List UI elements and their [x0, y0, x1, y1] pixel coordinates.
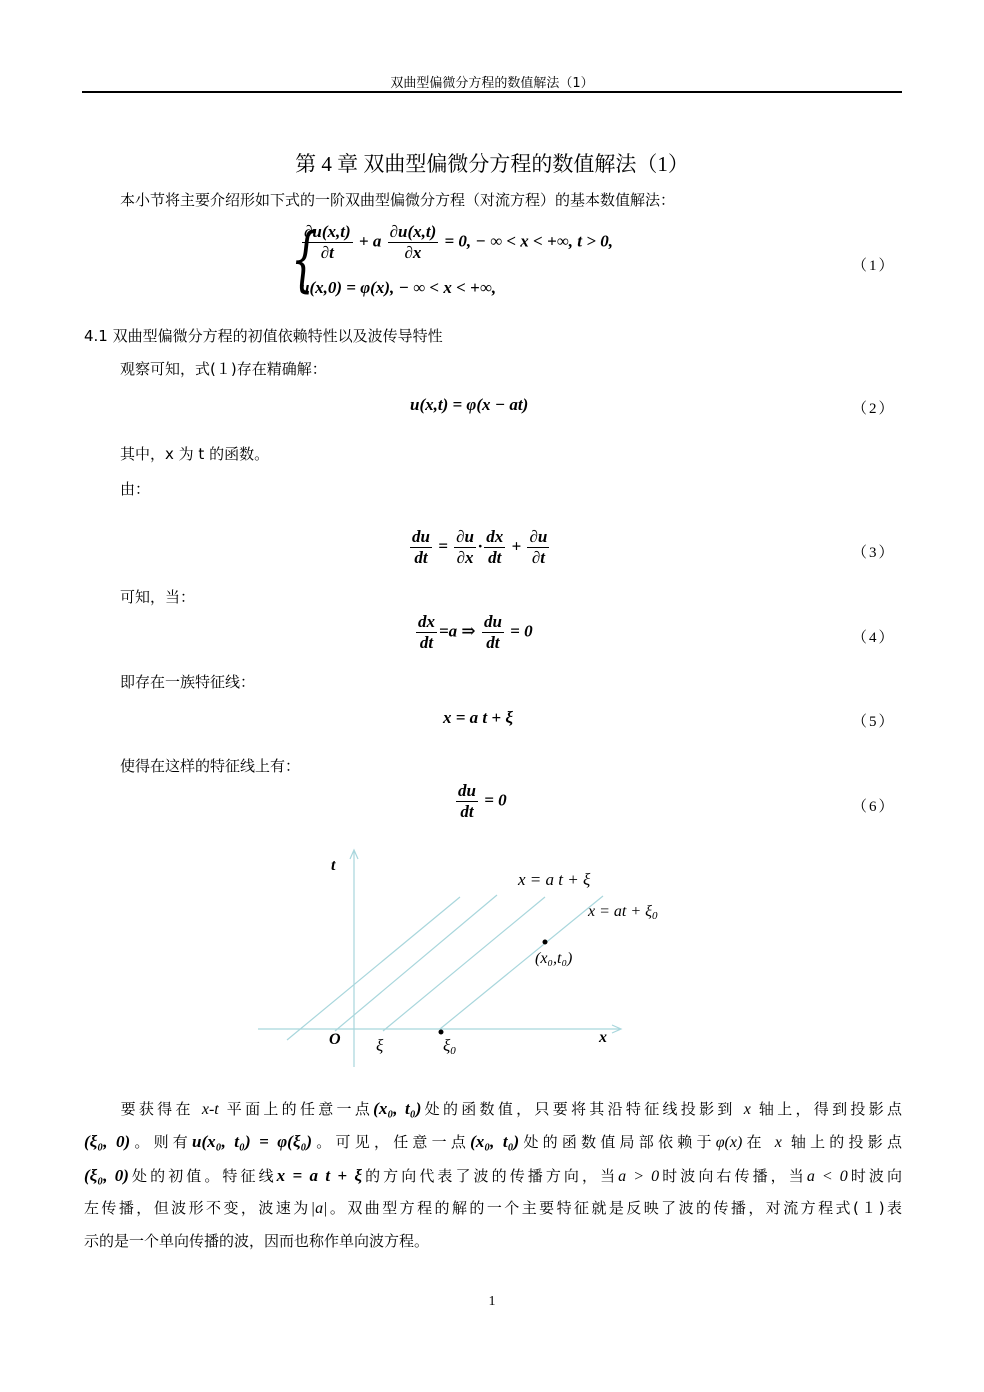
- equation-4: $\frac{dx}{dt}$ =a ⇒ $\frac{du}{dt}$ = 0: [418, 612, 533, 652]
- xi-label: ξ: [376, 1036, 384, 1055]
- line-label-xi: x = a t + ξ: [518, 870, 591, 889]
- paragraph-line: [84, 1159, 902, 1192]
- point-xi0: [439, 1030, 444, 1035]
- text-segment: 。则有: [130, 1133, 193, 1152]
- t-axis-label: t: [331, 857, 336, 874]
- inline-math: a > 0: [618, 1167, 660, 1185]
- page-number: 1: [488, 1294, 496, 1309]
- paragraph-line: [84, 1192, 902, 1225]
- text-segment: 。双曲型方程的解的一个主要特征就是反映了波的传播，对流方程式(１)表: [327, 1198, 902, 1217]
- text-segment: 轴上，得到投影点: [750, 1100, 902, 1118]
- inline-math: x: [743, 1101, 751, 1118]
- characteristic-line: [287, 897, 460, 1040]
- text-segment: 时波向: [847, 1166, 902, 1185]
- equation-number-4: （4）: [852, 630, 896, 646]
- point-x0-t0: [543, 940, 548, 945]
- text-segment: 轴上的投影点: [781, 1133, 902, 1152]
- equation-number-3: （3）: [852, 545, 896, 561]
- equation-number-2: （2）: [852, 401, 896, 417]
- characteristic-line: [383, 897, 545, 1031]
- point-label: (x₀,t₀): [535, 950, 573, 967]
- text-where: 其中，x 为 t 的函数。: [120, 445, 270, 463]
- text-such: 使得在这样的特征线上有：: [120, 757, 301, 775]
- characteristic-line: [335, 895, 497, 1031]
- text-segment: 示的是一个单向传播的波，因而也称作单向波方程。: [84, 1232, 430, 1251]
- body-paragraph: [84, 1092, 902, 1262]
- paragraph-line: [84, 1125, 902, 1158]
- text-from: 由：: [120, 480, 151, 498]
- inline-math: (x₀, t₀): [470, 1132, 520, 1152]
- equation-6: $\frac{du}{dt}$ = 0: [458, 781, 507, 821]
- intro-text: 本小节将主要介绍形如下式的一阶双曲型偏微分方程（对流方程）的基本数值解法：: [120, 191, 676, 209]
- brace-icon: {: [290, 218, 318, 300]
- equation-5: x = a t + ξ: [443, 708, 513, 727]
- text-segment: 。可见，任意一点: [312, 1133, 471, 1152]
- text-segment: 平面上的任意一点: [218, 1100, 374, 1118]
- line-label-xi0: x = at + ξ0: [588, 903, 658, 922]
- x-axis-label: x: [599, 1029, 607, 1046]
- text-segment: 在: [742, 1133, 775, 1152]
- inline-math: (x₀, t₀): [373, 1099, 422, 1118]
- origin-label: O: [329, 1031, 341, 1048]
- inline-math: (ξ₀, 0): [84, 1165, 129, 1185]
- running-header: 双曲型偏微分方程的数值解法（1）: [390, 76, 594, 91]
- equation-number-1: （1）: [852, 258, 896, 274]
- equation-number-6: （6）: [852, 799, 896, 815]
- text-family: 即存在一族特征线：: [120, 673, 256, 691]
- characteristics-figure: [255, 845, 658, 1070]
- section-heading: 4.1 双曲型偏微分方程的初值依赖特性以及波传导特性: [84, 327, 443, 345]
- inline-math: |a|: [310, 1199, 328, 1217]
- equation-3: $\frac{du}{dt}$ = $\frac{\partial u}{\partial x}$ · $\frac{dx}{dt}$ + $\frac{\partial u}{\partial t}$: [412, 527, 548, 567]
- equation-2: u(x,t) = φ(x − at): [410, 395, 529, 414]
- text-segment: 左传播，但波形不变，波速为: [84, 1198, 311, 1217]
- text-segment: 要获得在: [84, 1100, 202, 1118]
- inline-math: φ(x): [715, 1134, 743, 1152]
- inline-math: x = a t + ξ: [276, 1165, 363, 1185]
- text-segment: 的方向代表了波的传播方向，当: [362, 1166, 619, 1185]
- text-segment: 时波向右传播，当: [659, 1166, 807, 1185]
- paragraph-line: [84, 1225, 429, 1258]
- text-observe: 观察可知，式(１)存在精确解：: [120, 360, 327, 378]
- text-segment: 处的初值。特征线: [128, 1166, 277, 1185]
- text-segment: 处的函数值局部依赖于: [519, 1133, 716, 1152]
- chapter-title: 第 4 章 双曲型偏微分方程的数值解法（1）: [295, 152, 689, 176]
- xi0-label: ξ0: [443, 1036, 456, 1057]
- paragraph-line: [84, 1092, 902, 1125]
- header-rule: [82, 91, 902, 93]
- inline-math: u(x₀, t₀) = φ(ξ₀): [192, 1132, 313, 1152]
- text-when: 可知，当：: [120, 588, 196, 606]
- equation-number-5: （5）: [852, 714, 896, 730]
- document-page: 双曲型偏微分方程的数值解法（1） 第 4 章 双曲型偏微分方程的数值解法（1） 本小节将主要介绍形如下式的一阶双曲型偏微分方程（对流方程）的基本数值解法： { $\frac{\partial u(x,t)}{\partial t}$ + a $\frac{\partial u(x,t)}{\partial x}$ = 0, − ∞ < x < +∞, t > 0, u(x,0) = φ(x), − ∞ < x < +∞, （1） 4.1 双曲型偏微分方程的初值依赖特性以及波传导特性 观察可知，式(１)存在精确解： u(x,t) = φ(x − at) （2） 其中，x 为 t 的函数。 由： $\frac{du}{dt}$ = $\frac{\partial u}{\partial x}$ · $\frac{dx}{dt}$ + $\frac{\partial u}{\partial t}$ （3） 可知，当： $\frac{dx}{dt}$ =a ⇒ $\frac{du}{dt}$ = 0 （4） 即存在一族特征线： x = a t + ξ （5） 使得在这样的特征线上有： $\frac{du}{dt}$ = 0 （6） t x O ξ ξ0 x = a t + ξ x = at + ξ0 (x₀,t₀) 要获得在 x-t 平面上的任意一点(x₀, t₀)处的函数值，只要将其沿特征线投影到 x 轴上，得到投影点 (ξ₀, 0)。则有u(x₀, t₀) = φ(ξ₀)。可见，任意一点(x₀, t₀)处的函数值局部依赖于φ(x)在 x 轴上的投影点 (ξ₀, 0)处的初值。特征线x = a t + ξ的方向代表了波的传播方向，当a > 0时波向右传播，当a < 0时波向 左传播，但波形不变，波速为|a|。双曲型方程的解的一个主要特征就是反映了波的传播，对流方程式(１)表 示的是一个单向传播的波，因而也称作单向波方程。 1: [0, 0, 984, 1392]
- inline-math: (ξ₀, 0): [84, 1132, 131, 1152]
- inline-math: x-t: [201, 1101, 219, 1118]
- inline-math: x: [774, 1134, 782, 1152]
- inline-math: a < 0: [806, 1167, 848, 1185]
- text-segment: 处的函数值，只要将其沿特征线投影到: [421, 1100, 744, 1118]
